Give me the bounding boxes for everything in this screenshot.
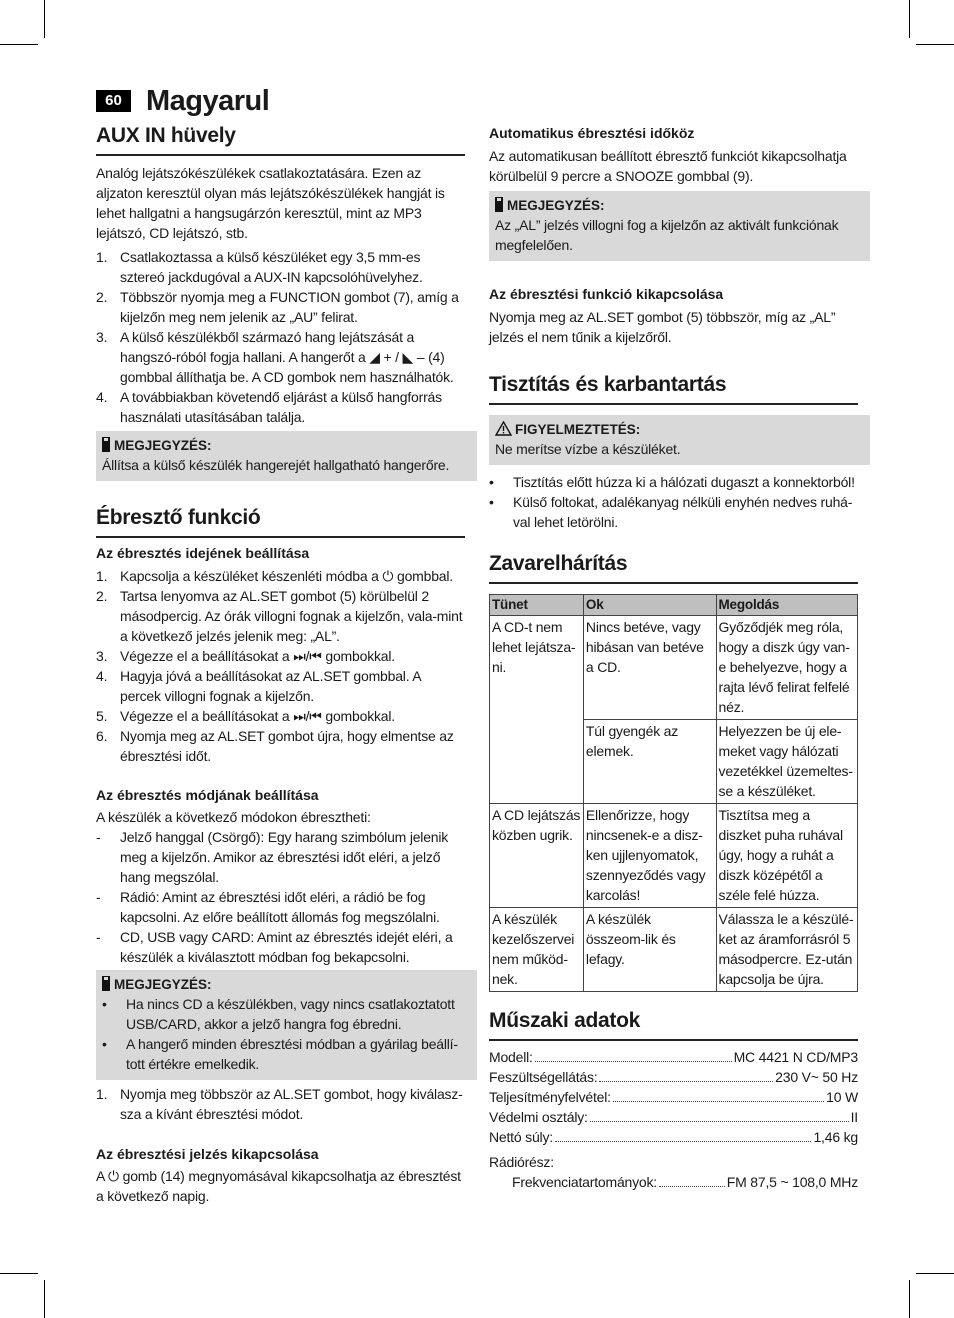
aux-note	[96, 431, 477, 481]
symptom-cell: A CD lejátszás közben ugrik.	[490, 804, 584, 908]
cleaning-warning	[489, 415, 870, 465]
list-item-text: A külső készülékből származó hang lejátszását a hangszó-róból fogja hallani. A hangerőt a ◢ + / ◣ – (4) gombbal állíthatja be. A CD gombok nem használhatók.	[120, 329, 454, 385]
specs-freq-row	[512, 1172, 858, 1192]
list-item-text: Jelző hanggal (Csörgő): Egy harang szimbólum jelenik meg a kijelzőn. Amikor az ébresztési időt eléri, a jelző hang megszólal.	[120, 829, 449, 885]
list-marker: •	[489, 494, 494, 510]
list-item	[102, 994, 471, 1034]
spec-value: 1,46 kg	[813, 1129, 858, 1145]
info-icon	[495, 197, 503, 212]
spec-row	[489, 1067, 858, 1087]
troubleshooting-table	[489, 594, 858, 992]
table-header-symptom: Tünet	[490, 595, 584, 616]
spec-row	[489, 1047, 858, 1067]
spec-leader-dots	[613, 1087, 824, 1102]
aux-intro: Analóg lejátszókészülékek csatlakoztatására. Ezen az aljzaton keresztül olyan más lejátszókészülékek hangját is lehet hallgatni a hangsugárzón keresztül, mint az MP3 lejátszó, CD lejátszó, stb.	[96, 165, 445, 241]
list-marker: -	[96, 929, 101, 945]
spec-label: Modell:	[489, 1049, 533, 1065]
fix-cell: Válassza le a készülé-ket az áramforrásról 5 másodpercre. Ez-után kapcsolja be újra.	[716, 908, 857, 992]
list-item	[96, 327, 465, 387]
list-item	[96, 927, 465, 967]
specs-list	[489, 1047, 858, 1147]
aux-note-head: MEGJEGYZÉS:	[114, 438, 212, 453]
alarm-set-time-heading: Az ébresztés idejének beállítása	[96, 545, 310, 561]
list-marker: -	[96, 889, 101, 905]
info-icon	[102, 976, 110, 991]
trouble-table-wrap	[489, 594, 858, 992]
spec-row	[489, 1087, 858, 1107]
list-marker: •	[102, 996, 107, 1012]
symptom-cell: A CD-t nem lehet lejátsza-ni.	[490, 616, 584, 804]
snooze-note-body: Az „AL” jelzés villogni fog a kijelzőn az aktivált funkciónak megfelelően.	[495, 217, 839, 253]
cleaning-warning-body: Ne merítse vízbe a készüléket.	[495, 441, 681, 457]
table-row	[490, 616, 858, 720]
list-item	[96, 1084, 465, 1124]
list-item	[489, 472, 858, 492]
spec-value: FM 87,5 ~ 108,0 MHz	[726, 1174, 858, 1190]
cleaning-warning-head: FIGYELMEZTETÉS:	[515, 422, 641, 437]
aux-steps	[96, 247, 465, 427]
list-item-text: Csatlakoztassa a külső készüléket egy 3,5 mm-es sztereó jackdugóval a AUX-IN kapcsolóhüvelyhez.	[120, 249, 423, 285]
snooze-note-head: MEGJEGYZÉS:	[507, 198, 605, 213]
list-item	[96, 666, 465, 706]
list-item-text: A továbbiakban követendő eljárást a külső hangforrás használati utasításában találja.	[120, 389, 442, 425]
alarm-mode-heading: Az ébresztés módjának beállítása	[96, 787, 319, 803]
list-item	[96, 646, 465, 666]
fix-cell: Győződjék meg róla, hogy a diszk úgy van-e behelyezve, hogy a rajta lévő felirat felfelé néz.	[716, 616, 857, 720]
table-header-cause: Ok	[583, 595, 716, 616]
cleaning-section-title: Tisztítás és karbantartás	[489, 372, 858, 405]
list-marker: -	[96, 829, 101, 845]
spec-leader-dots	[599, 1067, 773, 1082]
table-row	[490, 908, 858, 992]
spec-leader-dots	[535, 1047, 732, 1062]
list-marker: 3.	[96, 329, 108, 345]
spec-value: MC 4421 N CD/MP3	[733, 1049, 858, 1065]
alarm-modes	[96, 827, 465, 967]
list-item	[96, 887, 465, 927]
snooze-text: Az automatikusan beállított ébresztő funkciót kikapcsolhatja körülbelül 9 percre a SNOOZE gombbal (9).	[489, 148, 847, 184]
list-item-text: Végezze el a beállításokat a ⏭/⏮ gombokkal.	[120, 708, 395, 724]
alarm-off-heading: Az ébresztési jelzés kikapcsolása	[96, 1146, 319, 1162]
list-item	[96, 706, 465, 726]
specs-section-title: Műszaki adatok	[489, 1008, 858, 1041]
list-item-text: Végezze el a beállításokat a ⏭/⏮ gombokkal.	[120, 648, 395, 664]
list-item-text: CD, USB vagy CARD: Amint az ébresztés idejét eléri, a készülék a kiválasztott módban fog bekapcsolni.	[120, 929, 453, 965]
fix-cell: Helyezzen be új ele-meket vagy hálózati vezetékkel üzemeltes-se a készüléket.	[716, 720, 857, 804]
list-marker: 1.	[96, 249, 108, 265]
list-marker: 1.	[96, 1086, 108, 1102]
list-marker: 6.	[96, 728, 108, 744]
list-item-text: Tisztítás előtt húzza ki a hálózati dugaszt a konnektorból!	[513, 474, 855, 490]
list-marker: 2.	[96, 289, 108, 305]
alarm-off-func-heading: Az ébresztési funkció kikapcsolása	[489, 286, 724, 302]
table-header-fix: Megoldás	[716, 595, 857, 616]
alarm-note-items	[102, 994, 471, 1074]
fix-cell: Tisztítsa meg a diszket puha ruhával úgy, hogy a ruhát a diszk középétől a széle felé húzza.	[716, 804, 857, 908]
spec-row	[489, 1127, 858, 1147]
info-icon	[102, 437, 110, 452]
list-item	[489, 492, 858, 532]
page-number: 60	[96, 90, 131, 112]
alarm-mode-intro: A készülék a következő módokon ébresztheti:	[96, 809, 371, 825]
spec-value: II	[850, 1109, 858, 1125]
table-row	[490, 804, 858, 908]
alarm-mode-steps	[96, 1084, 465, 1124]
cleaning-items	[489, 472, 858, 532]
alarm-off-func-text: Nyomja meg az AL.SET gombot (5) többször, míg az „AL” jelzés el nem tűnik a kijelzőről.	[489, 309, 836, 345]
list-item-text: Ha nincs CD a készülékben, vagy nincs csatlakoztatott USB/CARD, akkor a jelző hangra fog ébredni.	[126, 996, 455, 1032]
alarm-off-text: A ⏻ gomb (14) megnyomásával kikapcsolhatja az ébresztést a következő napig.	[96, 1168, 461, 1204]
alarm-set-time-steps	[96, 566, 465, 766]
list-item-text: Többször nyomja meg a FUNCTION gombot (7), amíg a kijelzőn meg nem jelenik az „AU” felirat.	[120, 289, 459, 325]
spec-leader-dots	[659, 1172, 725, 1187]
list-marker: 5.	[96, 708, 108, 724]
list-item-text: Külső foltokat, adalékanyag nélküli enyhén nedves ruhá-val lehet letörölni.	[513, 494, 853, 530]
list-item	[96, 586, 465, 646]
spec-label: Frekvenciatartományok:	[512, 1174, 657, 1190]
alarm-note	[96, 970, 477, 1080]
cause-cell: Nincs betéve, vagy hibásan van betéve a CD.	[583, 616, 716, 720]
list-marker: 2.	[96, 588, 108, 604]
trouble-section-title: Zavarelhárítás	[489, 551, 858, 584]
list-item	[102, 1034, 471, 1074]
spec-label: Védelmi osztály:	[489, 1109, 588, 1125]
list-item	[96, 566, 465, 586]
aux-note-body: Állítsa a külső készülék hangerejét hallgatható hangerőre.	[102, 457, 450, 473]
list-item-text: Rádió: Amint az ébresztési időt eléri, a rádió be fog kapcsolni. Az előre beállított állomás fog megszólalni.	[120, 889, 440, 925]
spec-value: 230 V~ 50 Hz	[775, 1069, 858, 1085]
spec-label: Teljesítményfelvétel:	[489, 1089, 611, 1105]
list-marker: •	[489, 474, 494, 490]
cause-cell: Túl gyengék az elemek.	[583, 720, 716, 804]
specs-radio-label: Rádiórész:	[489, 1154, 554, 1170]
list-marker: 3.	[96, 648, 108, 664]
page-title: Magyarul	[146, 85, 270, 117]
spec-label: Nettó súly:	[489, 1129, 553, 1145]
cause-cell: A készülék összeom-lik és lefagy.	[583, 908, 716, 992]
list-item-text: Hagyja jóvá a beállításokat az AL.SET gombbal. A percek villogni fognak a kijelzőn.	[120, 668, 421, 704]
aux-section-title: AUX IN hüvely	[96, 123, 465, 156]
list-marker: 4.	[96, 668, 108, 684]
list-item	[96, 726, 465, 766]
alarm-section-title: Ébresztő funkció	[96, 505, 465, 538]
list-item	[96, 287, 465, 327]
spec-row	[489, 1107, 858, 1127]
list-item-text: Tartsa lenyomva az AL.SET gombot (5) körülbelül 2 másodpercig. Az órák villogni fognak a kijelzőn, vala-mint a következő jelzés jelenik meg: „AL”.	[120, 588, 463, 644]
list-marker: •	[102, 1036, 107, 1052]
list-item-text: Kapcsolja a készüléket készenléti módba a ⏻ gombbal.	[120, 568, 453, 584]
list-item	[96, 387, 465, 427]
spec-leader-dots	[555, 1127, 812, 1142]
spec-label: Feszültségellátás:	[489, 1069, 598, 1085]
list-item-text: Nyomja meg az AL.SET gombot újra, hogy elmentse az ébresztési időt.	[120, 728, 454, 764]
list-marker: 4.	[96, 389, 108, 405]
cause-cell: Ellenőrizze, hogy nincsenek-e a disz-ken ujjlenyomatok, szennyeződés vagy karcolás!	[583, 804, 716, 908]
spec-value: 10 W	[826, 1089, 858, 1105]
alarm-note-head: MEGJEGYZÉS:	[114, 977, 212, 992]
snooze-note	[489, 191, 870, 261]
list-item-text: A hangerő minden ébresztési módban a gyárilag beállí-tott értékre emelkedik.	[126, 1036, 458, 1072]
spec-leader-dots	[590, 1107, 849, 1122]
list-item-text: Nyomja meg többször az AL.SET gombot, hogy kiválasz-sza a kívánt ébresztési módot.	[120, 1086, 463, 1122]
list-item	[96, 247, 465, 287]
list-marker: 1.	[96, 568, 108, 584]
warning-icon	[495, 421, 512, 436]
symptom-cell: A készülék kezelőszervei nem működ-nek.	[490, 908, 584, 992]
list-item	[96, 827, 465, 887]
snooze-heading: Automatikus ébresztési időköz	[489, 125, 695, 141]
